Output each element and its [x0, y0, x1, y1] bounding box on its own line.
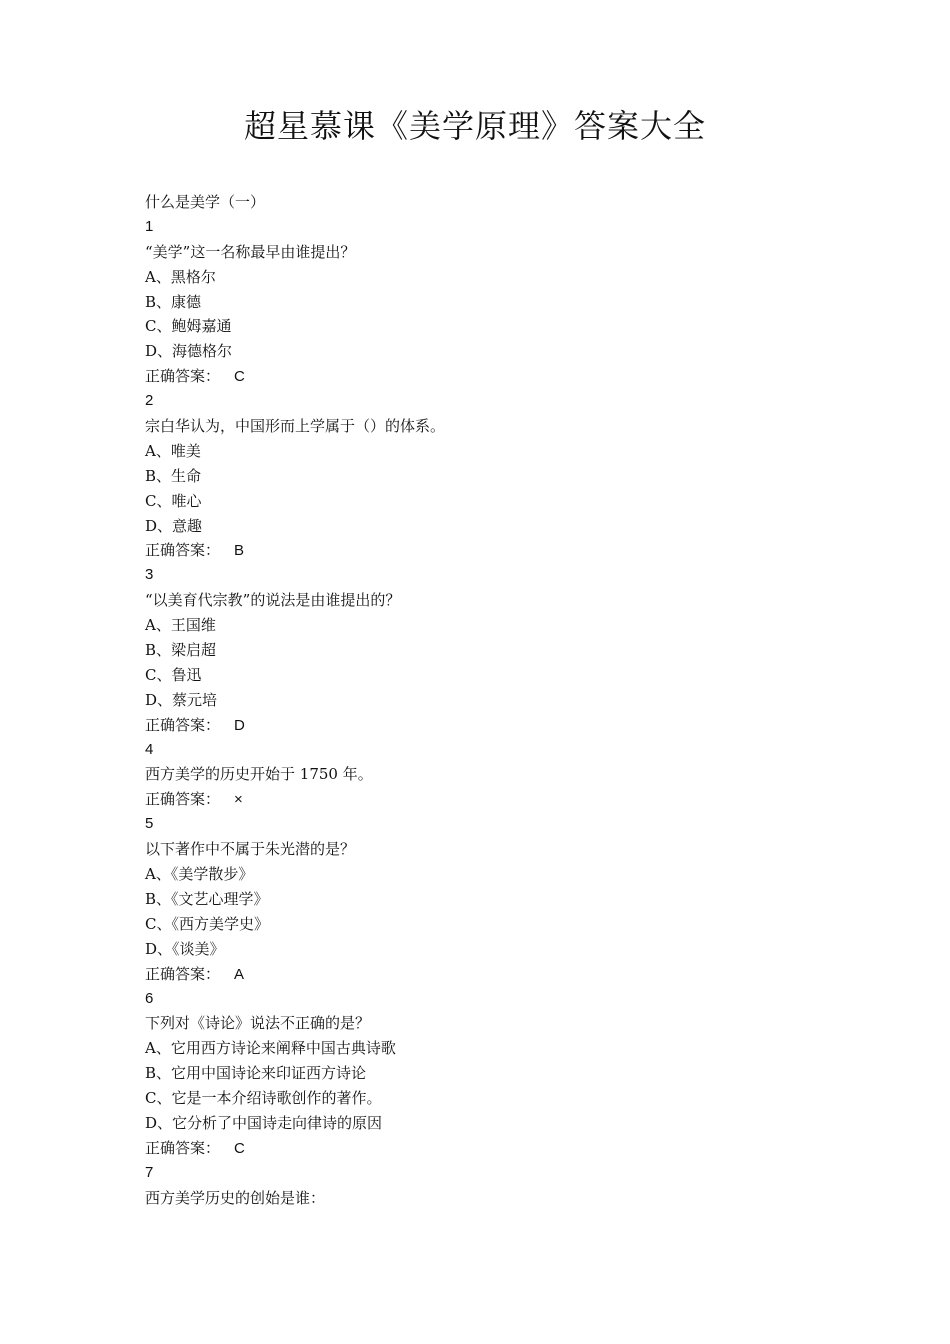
answer-value: B [234, 542, 245, 560]
answer-value: D [234, 716, 245, 734]
answer-line [145, 538, 845, 563]
question-number: 4 [145, 740, 154, 758]
answer-value: C [234, 1139, 245, 1157]
question-text: 下列对《诗论》说法不正确的是？ [145, 1014, 371, 1033]
question-number: 7 [145, 1163, 154, 1181]
answer-label: 正确答案： [145, 964, 221, 983]
option-a: A、唯美 [145, 441, 201, 460]
answer-line [145, 962, 845, 987]
question-number: 2 [145, 392, 154, 410]
question-text: 西方美学历史的创始是谁： [145, 1188, 326, 1207]
document-body [145, 190, 845, 1211]
option-c: C、鲁迅 [145, 665, 202, 684]
answer-line [145, 1136, 845, 1161]
question-number: 3 [145, 566, 154, 584]
option-a: A、黑格尔 [145, 267, 216, 286]
option-c: C、唯心 [145, 491, 202, 510]
option-c: C、《西方美学史》 [145, 914, 269, 933]
option-a: A、它用西方诗论来阐释中国古典诗歌 [145, 1039, 396, 1058]
question-text: 宗白华认为，中国形而上学属于（）的体系。 [145, 417, 446, 436]
answer-line [145, 787, 845, 812]
answer-label: 正确答案： [145, 790, 221, 809]
option-d: D、意趣 [145, 516, 203, 535]
section-heading: 什么是美学（一） [145, 193, 266, 211]
option-d: D、它分析了中国诗走向律诗的原因 [145, 1113, 383, 1132]
option-b: B、梁启超 [145, 641, 217, 660]
question-text: “以美育代宗教”的说法是由谁提出的？ [145, 591, 401, 610]
answer-label: 正确答案： [145, 1138, 221, 1157]
question-number: 6 [145, 989, 154, 1007]
option-b: B、它用中国诗论来印证西方诗论 [145, 1064, 367, 1083]
document-title: 超星慕课《美学原理》答案大全 [243, 107, 706, 145]
option-b: B、《文艺心理学》 [145, 889, 269, 908]
option-a: A、王国维 [145, 616, 216, 635]
option-b: B、生命 [145, 466, 202, 485]
answer-label: 正确答案： [145, 541, 221, 560]
option-c: C、鲍姆嘉通 [145, 317, 232, 336]
answer-label: 正确答案： [145, 367, 221, 386]
option-d: D、蔡元培 [145, 690, 218, 709]
answer-line [145, 364, 845, 389]
option-c: C、它是一本介绍诗歌创作的著作。 [145, 1089, 382, 1108]
option-b: B、康德 [145, 292, 202, 311]
answer-value: C [234, 368, 245, 386]
answer-label: 正确答案： [145, 715, 221, 734]
question-text: 以下著作中不属于朱光潜的是？ [145, 840, 356, 859]
option-d: D、海德格尔 [145, 342, 233, 361]
option-a: A、《美学散步》 [145, 865, 254, 884]
answer-line [145, 713, 845, 738]
question-text: 西方美学的历史开始于 1750 年。 [145, 765, 373, 784]
option-d: D、《谈美》 [145, 939, 225, 958]
answer-value: × [234, 791, 243, 809]
question-text: “美学”这一名称最早由谁提出？ [145, 242, 356, 261]
question-number: 5 [145, 815, 154, 833]
question-number: 1 [145, 217, 154, 235]
answer-value: A [234, 965, 245, 983]
